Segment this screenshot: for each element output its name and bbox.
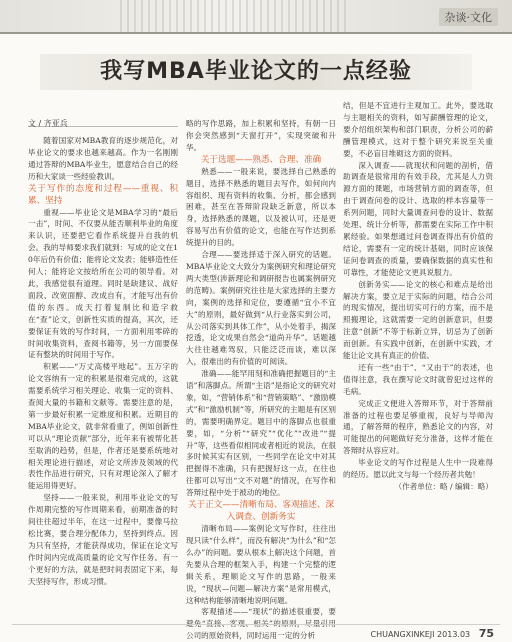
paragraph: 毕业论文的写作过程是人生中一段难得的经历。愿以此文与每一个经历者共勉！	[343, 458, 493, 480]
paragraph: 结，但是不宜进行主观加工。此外，要选取与主题相关的资料，如写薪酬管理的论文，要介绍组织架构和部门职责，分析公司的薪酬管理模式，这对于整个研究来说至关重要，不必盲目堆砌这方面的资料。	[343, 101, 493, 158]
column-2	[186, 118, 336, 642]
footer-divider	[12, 624, 500, 625]
paragraph: 还有一些“由于”、“又由于”的表述，也值得注意，我在撰写论文时就曾犯过这样的毛病。	[343, 362, 493, 396]
paragraph: 随着国家对MBA教育的逐步规范化，对毕业论文的要求也越来越高。作为一名刚刚通过答辩的MBA毕业生，愿意结合自己的经历和大家谈一些经验教训。	[28, 135, 178, 181]
paragraph: 创新务实——论文的核心和难点是给出解决方案，要立足于实际的问题，结合公司的现实情况，提出切实可行的方案，而不是照搬理论，这就需要一定的创新意识，但要注意“创新”不等于标新立异，切忌为了创新而创新。有实践中创新，在创新中实践，才能让论文具有真正的价值。	[343, 279, 493, 361]
section-heading: 关于写作的态度和过程——重视、积累、坚持	[28, 183, 178, 206]
paragraph: 准确——能罕用刻和准确把握题目的“主语”和落脚点。所谓“主语”是指论文的研究对象，如，“营销体系”和“营销策略”、“激励模式”和“激励机制”等，所研究的主题是有区别的，需要明确界定。题目中的落脚点也很重要，如，“分析”“研究”“优化”“改进”“提升”等，这些看似相同或者相近的说法，在很多时候其实有区别，一些同学在论文中对其把握得不准确，只有把握好这一点，在往也往都可以写出“文不对题”的情况，在写作和答辩过程中处于被动的地位。	[186, 369, 336, 498]
paragraph: 熟悉——一般来说，要选择自己熟悉的题目，选择不熟悉的题目去写作，如何向内容组织、现有资料的收集、分析，都会感到困难，甚至在答辩阶段缺乏新意，所以本身，选择熟悉的课题，以及被认可，还是更容易写出有价值的论文，也能在写作达到系统提升的目的。	[186, 166, 336, 248]
paragraph: 完成正文便进入答辩环节，对于答辩前准备的过程也要足够重视，良好与导师沟通，了解答辩的程序，熟悉论文的内容，对可能提出的问题做好充分准备，这样才能在答辩时从容应对。	[343, 398, 493, 456]
author-line: 文 / 齐亚兵	[28, 119, 68, 128]
header-band	[0, 0, 512, 34]
journal-name: CHUANGXINKEJI 2013.03	[370, 630, 471, 639]
paragraph: 客观描述——“现状”的描述很重要，要 公司的原始资料，同时运用一定的分析	[186, 607, 336, 641]
title-area	[40, 48, 472, 94]
editor-note: （作者单位：略 / 编辑：略）	[394, 482, 493, 491]
column-1	[28, 118, 178, 588]
section-tag: 杂谈·文化	[439, 8, 499, 26]
paragraph: 清晰布局——案例论文写作时，往往出现只读“什么样”，而没有解决“为什么”和“怎么办”的问题。要从根本上解决这个问题，首先要从合理的框架入手，构建一个完整的逻辑关系，理顺论文写作的思路，一般来说，“现状—问题—解决方案”是常用模式，这种结构能够清晰地说明问题。	[186, 524, 336, 605]
page-number: 75	[478, 627, 494, 640]
column-3	[343, 100, 493, 493]
paragraph: 略的写作思路，加上积累和坚持，有朝一日你会突然感到“天窗打开”，实现突破和升华。	[186, 119, 336, 152]
paragraph: 积累——“万丈高楼平地起”。五万字的论文容纳有一定的积累是很难完成的，这就需要系统学习相关理论、收集一定的资料、查阅大量的书籍和文献等。需要注意的是，第一步最好积累一定维度和积累。近期目的MBA毕业论文，就非常看重了，例如创新性可以从“理论贡献”部分，近年来有被帮化甚至取消的趋势，但是，作者还是要系统地对相关理论进行描述，对论文所涉及领域的代表性作品进行研究，只有对理论深入了解才能运用得更好。	[28, 362, 178, 491]
paragraph: 坚持——一般来说，利用毕业论文的写作周期完整的写作周期来看，前期准备的时间往往超过半年，在这一过程中，要像马拉松比赛，要合理分配体力，坚持到终点。因为只有坚持，才能获得成功，保证在论文写作时间内完成高质量的论文写作任务。有一个更好的方法，就是把时间表固定下来，每天坚持写作，形成习惯。	[28, 493, 178, 586]
footer	[371, 627, 494, 640]
header-decoration	[120, 0, 350, 34]
paragraph: 深入调查——就现状和问题的剖析，借助调查是很常用的有效手段，尤其是人力资源方面的课题，市场营销方面的调查等，但由于调查问卷的设计、选取的样本容量等一系列问题，同时大量调查问卷的设计、数据处理、统计分析等，都需要在实际工作中积累经验。如果想通过问卷调查得出有价值的结论，需要有一定的统计基础，同时应该保证问卷调查的质量，要确保数据的真实性和可靠性，才能使论文更具说服力。	[343, 160, 493, 277]
section-heading: 关于选题——熟悉、合理、准确	[200, 154, 322, 165]
article-title: 我写MBA毕业论文的一点经验	[100, 59, 412, 84]
paragraph: 重视——毕业论文是MBA学习的“最后一击”，时间、不仅要从能否顺利毕业的角度来认识，还要把它看作系统提升自我的机会。我的导师要求我们就到：写成的论文在10年后仍有价值；能将论文发表；能够造性任何人；能将论文按给所在公司的领导看。对此，我感觉很有道理。同时是缺建议、战好面段、改宽面醇、改成自有，才能写出有价值的东西。成天打着复制比和造字救在“查”论文，创新性实质的提高，其次，还要保证有效的写作时间，一方面利用零碎的时间收集资料，查阅书籍等，另一方面要保证有整块的时间用于写作。	[28, 207, 178, 360]
section-heading: 关于正文——清晰布局、客观描述、深入调查、创新务实	[187, 500, 335, 523]
paragraph: 合理——要选择适于深入研究的话题。MBA毕业论文大致分为案例研究和理论研究两大类型(涉新理论和调研报告也属案例研究的范畴)。案例研究往往是大家选择的主要方向，案例的选择和定位，要遵循“宜小不宜大”的原则，最好做到“从行业落实到公司，从公司落实到具体工作”，从小处着手，揭深挖透，论文成果自然会“道尚升华”。话题越大往往越难驾驭，只能泛泛而谈，难以深入，很难出的有价值的可阅读。	[186, 250, 336, 367]
